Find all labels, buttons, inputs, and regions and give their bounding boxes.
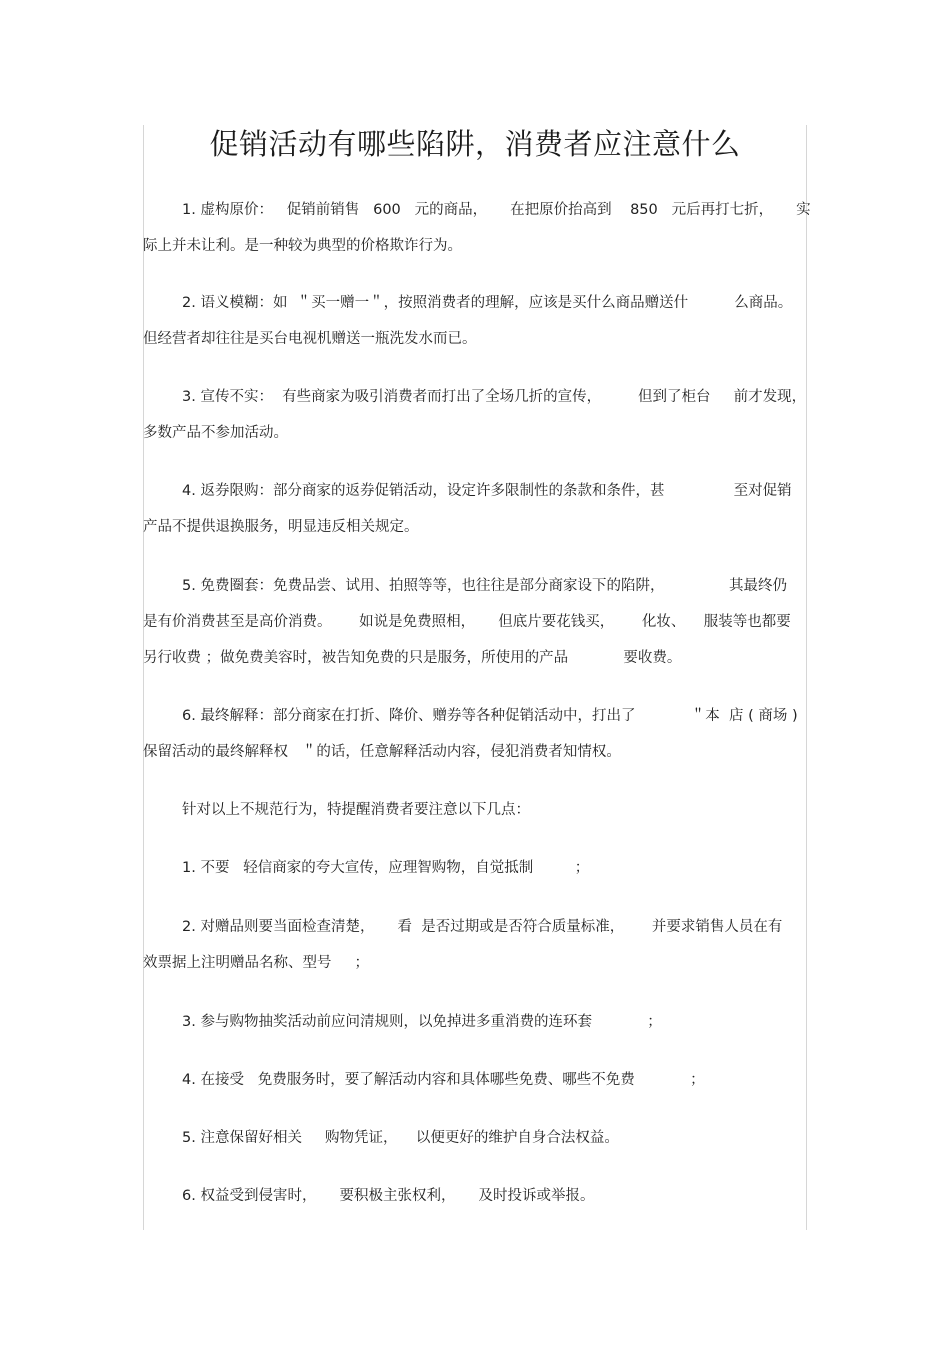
pitfall-1-line-2: 际上并未让利。是一种较为典型的价格欺诈行为。	[143, 238, 462, 254]
pitfall-3-line-1: 3. 宣传不实： 有些商家为吸引消费者而打出了全场几折的宣传， 但到了柜台 前才发现，	[182, 389, 807, 405]
pitfall-6-line-2: 保留活动的最终解释权 ＂的话，任意解释活动内容，侵犯消费者知情权。	[143, 744, 621, 760]
tip-1-line-1: 1. 不要 轻信商家的夸大宣传，应理智购物，自觉抵制 ；	[182, 860, 590, 876]
tip-3-line-1: 3. 参与购物抽奖活动前应问清规则，以免掉进多重消费的连环套 ；	[182, 1014, 662, 1030]
pitfall-4-line-1: 4. 返券限购：部分商家的返券促销活动，设定许多限制性的条款和条件，甚 至对促销	[182, 483, 792, 499]
page-title: 促销活动有哪些陷阱，消费者应注意什么	[209, 127, 741, 161]
pitfall-2-line-2: 但经营者却往往是买台电视机赠送一瓶洗发水而已。	[143, 331, 477, 347]
pitfall-3-line-2: 多数产品不参加活动。	[143, 425, 288, 441]
tip-4-line-1: 4. 在接受 免费服务时，要了解活动内容和具体哪些免费、哪些不免费 ；	[182, 1072, 705, 1088]
pitfall-1-line-1: 1. 虚构原价： 促销前销售 600 元的商品， 在把原价抬高到 850 元后再打七折， 实	[182, 202, 811, 218]
right-margin-rule	[806, 125, 807, 1230]
reminder-intro: 针对以上不规范行为，特提醒消费者要注意以下几点：	[182, 802, 530, 818]
tip-6-line-1: 6. 权益受到侵害时， 要积极主张权利， 及时投诉或举报。	[182, 1188, 595, 1204]
pitfall-2-line-1: 2. 语义模糊：如 ＂买一赠一＂，按照消费者的理解，应该是买什么商品赠送什 么商品。	[182, 295, 793, 311]
tip-2-line-2: 效票据上注明赠品名称、型号 ；	[143, 955, 370, 971]
pitfall-6-line-1: 6. 最终解释：部分商家在打折、降价、赠券等各种促销活动中，打出了 ＂本 店 ( 商场 )	[182, 708, 798, 724]
pitfall-5-line-1: 5. 免费圈套：免费品尝、试用、拍照等等，也往往是部分商家设下的陷阱， 其最终仍	[182, 578, 787, 594]
pitfall-5-line-3: 另行收费 ；做免费美容时，被告知免费的只是服务，所使用的产品 要收费。	[143, 650, 682, 666]
left-margin-rule	[143, 125, 144, 1230]
pitfall-5-line-2: 是有价消费甚至是高价消费。 如说是免费照相， 但底片要花钱买， 化妆、 服装等也都要	[143, 614, 791, 630]
tip-5-line-1: 5. 注意保留好相关 购物凭证， 以便更好的维护自身合法权益。	[182, 1130, 619, 1146]
tip-2-line-1: 2. 对赠品则要当面检查清楚， 看 是否过期或是否符合质量标准， 并要求销售人员在有	[182, 919, 783, 935]
pitfall-4-line-2: 产品不提供退换服务，明显违反相关规定。	[143, 519, 419, 535]
